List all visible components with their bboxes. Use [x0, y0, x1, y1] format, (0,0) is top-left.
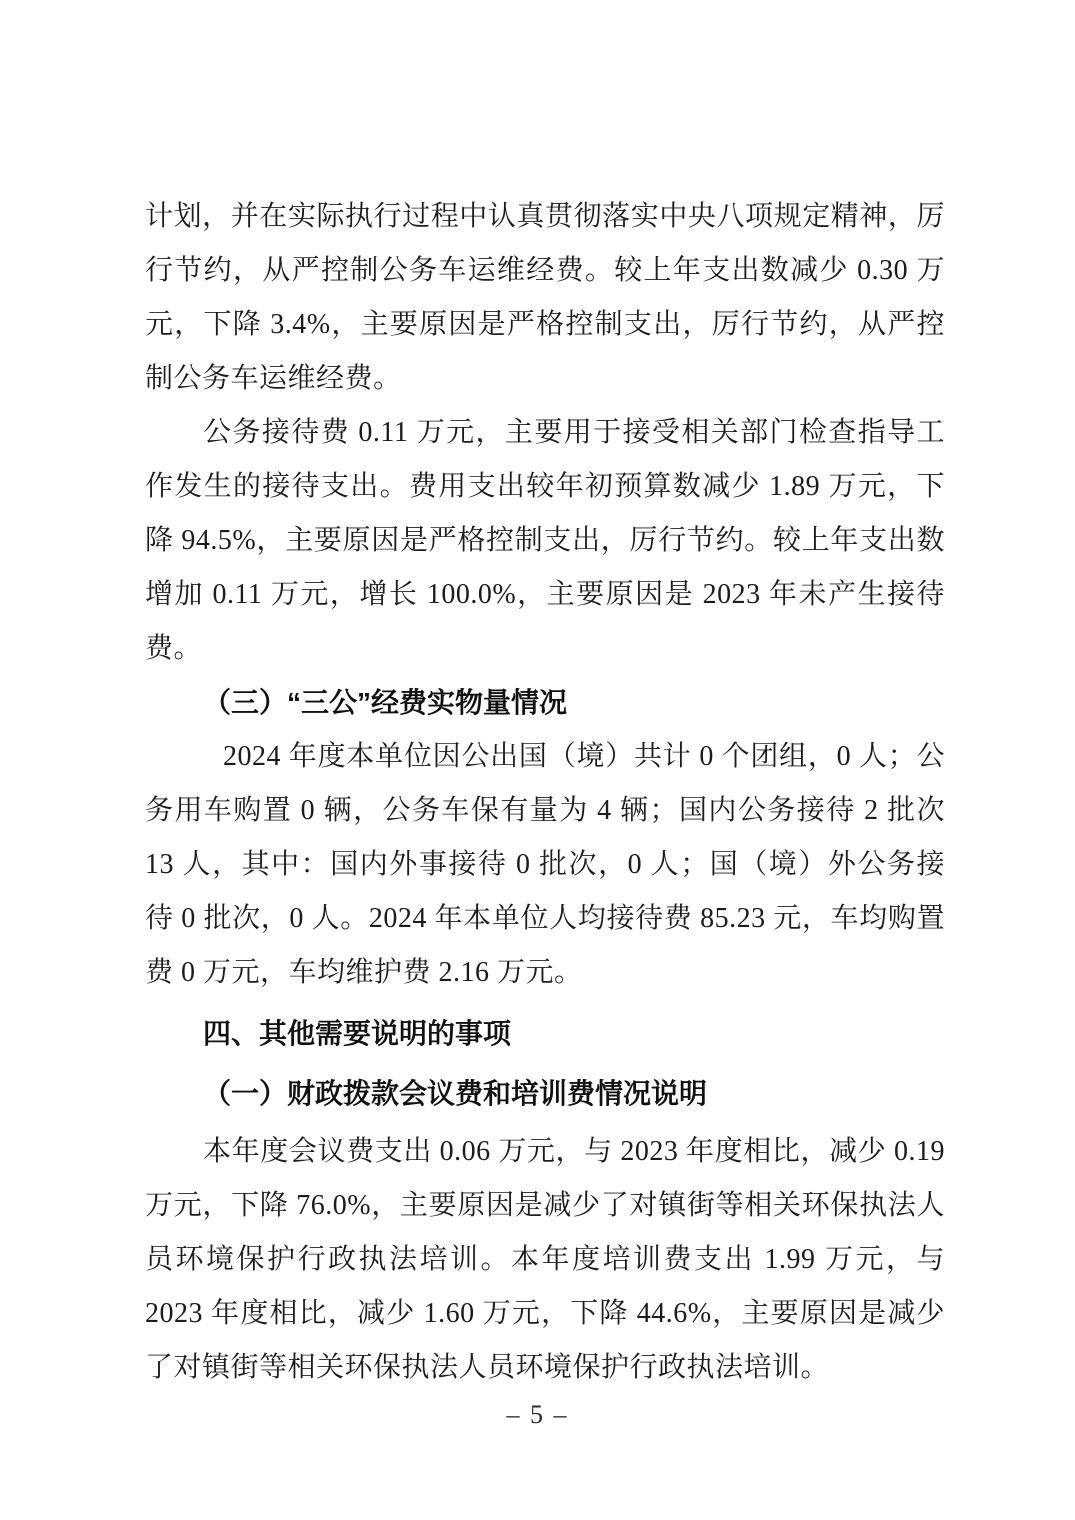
document-body: [145, 190, 945, 1395]
body-paragraph-vehicle-expense-continuation: 计划，并在实际执行过程中认真贯彻落实中央八项规定精神，厉行节约，从严控制公务车运维经费。较上年支出数减少 0.30 万元，下降 3.4%，主要原因是严格控制支出，厉行节约，从严控制公务车运维经费。: [145, 201, 945, 394]
body-paragraph-official-reception-expense: 公务接待费 0.11 万元，主要用于接受相关部门检查指导工作发生的接待支出。费用支出较年初预算数减少 1.89 万元，下降 94.5%，主要原因是严格控制支出，厉行节约。较上年支出数增加 0.11 万元，增长 100.0%，主要原因是 2023 年未产生接待费。: [145, 417, 945, 664]
section-heading-other-matters: 四、其他需要说明的事项: [203, 1018, 512, 1049]
section-heading-meeting-training-fee-note: （一）财政拨款会议费和培训费情况说明: [203, 1078, 708, 1109]
body-paragraph-meeting-training-fee-details: 本年度会议费支出 0.06 万元，与 2023 年度相比，减少 0.19 万元，下降 76.0%，主要原因是减少了对镇街等相关环保执法人员环境保护行政执法培训。本年度培训费支出 1.99 万元，与 2023 年度相比，减少 1.60 万元，下降 44.6%，主要原因是减少了对镇街等相关环保执法人员环境保护行政执法培训。: [145, 1136, 945, 1383]
page-number: – 5 –: [506, 1400, 569, 1429]
body-paragraph-2024-quantity-details: 2024 年度本单位因公出国（境）共计 0 个团组，0 人；公务用车购置 0 辆，公务车保有量为 4 辆；国内公务接待 2 批次 13 人，其中：国内外事接待 0 批次，0 人；国（境）外公务接待 0 批次，0 人。2024 年本单位人均接待费 85.23 元，车均购置费 0 万元，车均维护费 2.16 万元。: [145, 741, 945, 988]
section-heading-three-public-expense-quantity: （三）“三公”经费实物量情况: [203, 687, 568, 718]
